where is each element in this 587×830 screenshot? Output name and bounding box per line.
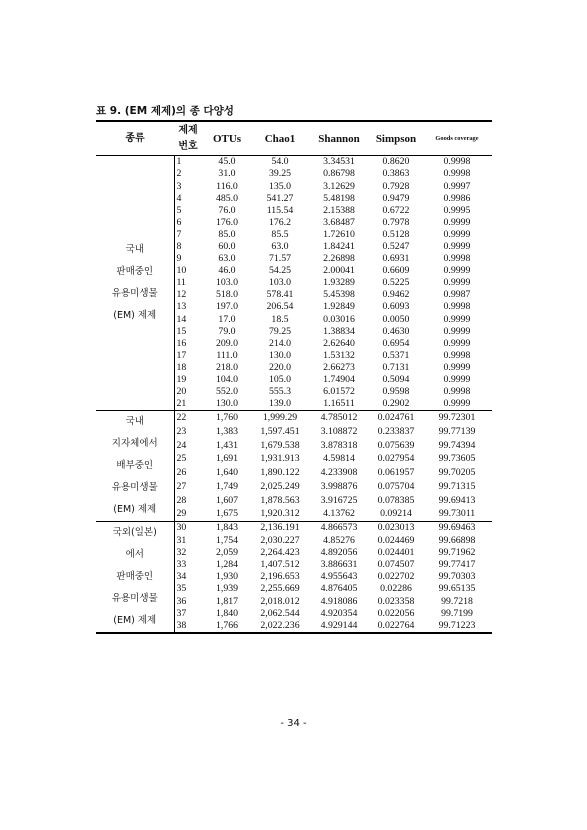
cell-goods-coverage: 99.70303	[438, 571, 476, 583]
cell-chao1: 2,025.249	[260, 480, 300, 492]
cell-otus: 552.0	[215, 386, 239, 398]
cell-simpson: 0.075639	[377, 439, 415, 451]
cell-shannon: 4.892056	[320, 546, 358, 558]
cell-simpson: 0.023358	[377, 595, 415, 607]
cell-shannon: 4.918086	[320, 595, 358, 607]
cell-product-no: 11	[176, 277, 186, 289]
cell-goods-coverage: 0.9998	[422, 156, 492, 169]
cell-product-no: 29	[176, 508, 187, 520]
cell-otus: 1,607	[215, 494, 239, 506]
cell-otus: 17.0	[218, 313, 236, 325]
header-row	[96, 121, 492, 156]
cell-shannon: 1.16511	[323, 398, 355, 410]
cell-product-no: 25	[176, 453, 187, 465]
cell-otus: 176.0	[215, 216, 239, 228]
cell-simpson: 0.6931	[382, 253, 410, 265]
cell-simpson: 0.02286	[380, 583, 412, 595]
cell-goods-coverage: 0.9999	[443, 277, 471, 289]
cell-chao1: 79.25	[268, 325, 292, 337]
cell-shannon: 1.74904	[323, 374, 355, 386]
cell-chao1: 1,597.451	[260, 425, 300, 437]
cell-product-no: 18	[176, 361, 187, 373]
cell-simpson: 0.078385	[377, 494, 415, 506]
cell-goods-coverage: 0.9998	[443, 168, 471, 180]
cell-simpson: 0.7978	[382, 216, 410, 228]
cell-chao1: 2,022.236	[252, 620, 308, 633]
cell-shannon: 3.12629	[323, 180, 355, 192]
cell-shannon: 2.66273	[323, 361, 355, 373]
cell-product-no: 23	[176, 425, 187, 437]
cell-product-no: 7	[176, 228, 182, 240]
cell-shannon: 4.59814	[323, 453, 355, 465]
cell-simpson: 0.022702	[377, 571, 415, 583]
cell-otus: 130.0	[215, 398, 239, 410]
cell-otus: 518.0	[215, 289, 239, 301]
cell-simpson: 0.5225	[382, 277, 410, 289]
cell-goods-coverage: 0.9999	[443, 216, 471, 228]
cell-simpson: 0.2902	[382, 398, 410, 410]
cell-simpson: 0.075704	[377, 480, 415, 492]
cell-product-no: 17	[176, 349, 187, 361]
header-product-no-line: 번호	[178, 140, 198, 152]
cell-product-no: 22	[174, 410, 202, 424]
cell-product-no: 32	[176, 546, 187, 558]
table-row	[96, 156, 492, 169]
cell-shannon: 1.92849	[323, 301, 355, 313]
cell-goods-coverage: 99.70205	[438, 467, 476, 479]
cell-simpson: 0.7928	[382, 180, 410, 192]
cell-product-no: 30	[174, 521, 202, 534]
cell-simpson: 0.0050	[382, 313, 410, 325]
cell-otus: 485.0	[215, 192, 239, 204]
cell-otus: 46.0	[218, 265, 236, 277]
cell-simpson: 0.233837	[377, 425, 415, 437]
cell-otus: 1,383	[215, 425, 239, 437]
cell-product-no: 1	[174, 156, 202, 169]
group-label-line: 국외(일본)	[112, 526, 157, 538]
cell-goods-coverage: 99.69413	[438, 494, 476, 506]
cell-chao1: 206.54	[266, 301, 294, 313]
cell-shannon: 3.878318	[320, 439, 358, 451]
cell-shannon: 4.866573	[308, 521, 370, 534]
cell-chao1: 71.57	[268, 253, 292, 265]
header-goods-coverage: Goods coverage	[422, 121, 492, 156]
cell-goods-coverage: 0.9998	[443, 386, 471, 398]
cell-product-no: 38	[174, 620, 202, 633]
cell-otus: 218.0	[215, 361, 239, 373]
cell-simpson: 0.6954	[382, 337, 410, 349]
group-label-line: 유용미생물	[111, 592, 158, 604]
cell-otus: 2,059	[215, 546, 239, 558]
cell-goods-coverage: 99.71315	[438, 480, 476, 492]
cell-product-no: 13	[176, 301, 187, 313]
cell-otus: 45.0	[202, 156, 252, 169]
header-product-no-line: 제제	[178, 124, 198, 136]
cell-product-no: 14	[176, 313, 187, 325]
cell-otus: 1,431	[215, 439, 239, 451]
cell-goods-coverage: 99.7199	[441, 607, 473, 619]
cell-simpson: 0.022764	[370, 620, 422, 633]
cell-product-no: 2	[176, 168, 182, 180]
cell-shannon: 4.13762	[323, 508, 355, 520]
cell-goods-coverage: 99.66898	[438, 534, 476, 546]
cell-goods-coverage: 0.9999	[443, 374, 471, 386]
cell-goods-coverage: 0.9998	[443, 349, 471, 361]
cell-product-no: 21	[176, 398, 187, 410]
cell-shannon: 2.62640	[323, 337, 355, 349]
cell-shannon: 1.38834	[323, 325, 355, 337]
cell-chao1: 1,931.913	[260, 453, 300, 465]
cell-otus: 103.0	[215, 277, 239, 289]
table-row	[96, 410, 492, 424]
cell-otus: 1,675	[215, 508, 239, 520]
cell-otus: 76.0	[218, 204, 236, 216]
cell-otus: 1,760	[202, 410, 252, 424]
cell-product-no: 26	[176, 467, 187, 479]
cell-chao1: 63.0	[271, 241, 289, 252]
cell-goods-coverage: 99.74394	[438, 439, 476, 451]
cell-otus: 1,843	[202, 521, 252, 534]
cell-goods-coverage: 0.9999	[443, 241, 471, 252]
cell-chao1: 18.5	[271, 313, 289, 325]
cell-goods-coverage: 0.9999	[443, 337, 471, 349]
cell-simpson: 0.023013	[370, 521, 422, 534]
cell-goods-coverage: 0.9999	[443, 313, 471, 325]
cell-simpson: 0.5371	[382, 349, 410, 361]
header-shannon: Shannon	[308, 121, 370, 156]
cell-shannon: 3.108872	[320, 425, 358, 437]
cell-product-no: 6	[176, 216, 182, 228]
group-label	[96, 156, 174, 411]
group-label-line: 배부중인	[116, 459, 154, 471]
cell-otus: 1,840	[215, 607, 239, 619]
cell-chao1: 578.41	[266, 289, 294, 301]
cell-chao1: 115.54	[266, 204, 294, 216]
cell-shannon: 4.920354	[320, 607, 358, 619]
cell-chao1: 85.5	[271, 228, 289, 240]
cell-goods-coverage: 99.77417	[438, 559, 476, 571]
group-label-line: (EM) 제제	[113, 614, 157, 626]
cell-chao1: 130.0	[268, 349, 292, 361]
cell-otus: 31.0	[218, 168, 236, 180]
cell-simpson: 0.9462	[382, 289, 410, 301]
cell-otus: 104.0	[215, 374, 239, 386]
cell-simpson: 0.024401	[377, 546, 415, 558]
cell-shannon: 3.68487	[323, 216, 355, 228]
group-label-line: (EM) 제제	[113, 309, 157, 321]
cell-chao1: 39.25	[268, 168, 292, 180]
cell-product-no: 36	[176, 595, 187, 607]
cell-shannon: 3.916725	[320, 494, 358, 506]
cell-shannon: 0.03016	[323, 313, 355, 325]
cell-otus: 85.0	[218, 228, 236, 240]
cell-product-no: 12	[176, 289, 187, 301]
cell-shannon: 2.00041	[323, 265, 355, 277]
cell-goods-coverage: 99.7218	[441, 595, 473, 607]
cell-product-no: 35	[176, 583, 187, 595]
cell-chao1: 135.0	[268, 180, 292, 192]
cell-otus: 1,817	[215, 595, 239, 607]
cell-simpson: 0.022056	[377, 607, 415, 619]
cell-otus: 1,939	[215, 583, 239, 595]
species-diversity-table	[96, 120, 492, 634]
cell-chao1: 2,196.653	[260, 571, 300, 583]
cell-otus: 1,766	[202, 620, 252, 633]
cell-shannon: 4.876405	[320, 583, 358, 595]
cell-chao1: 555.3	[268, 386, 292, 398]
cell-product-no: 3	[176, 180, 182, 192]
cell-chao1: 105.0	[268, 374, 292, 386]
cell-product-no: 16	[176, 337, 187, 349]
cell-simpson: 0.061957	[377, 467, 415, 479]
group-label	[96, 521, 174, 633]
cell-chao1: 2,264.423	[260, 546, 300, 558]
cell-simpson: 0.5094	[382, 374, 410, 386]
cell-shannon: 1.84241	[323, 241, 355, 252]
cell-chao1: 2,018.012	[260, 595, 300, 607]
header-simpson: Simpson	[370, 121, 422, 156]
cell-goods-coverage: 0.9999	[443, 228, 471, 240]
group-label-line: (EM) 제제	[113, 503, 157, 515]
cell-simpson: 0.024469	[377, 534, 415, 546]
cell-simpson: 0.6093	[382, 301, 410, 313]
cell-product-no: 24	[176, 439, 187, 451]
cell-shannon: 4.929144	[308, 620, 370, 633]
cell-simpson: 0.9598	[382, 386, 410, 398]
cell-otus: 1,640	[215, 467, 239, 479]
cell-chao1: 176.2	[268, 216, 292, 228]
cell-chao1: 1,999.29	[252, 410, 308, 424]
cell-simpson: 0.8620	[370, 156, 422, 169]
cell-product-no: 9	[176, 253, 182, 265]
cell-goods-coverage: 99.73605	[438, 453, 476, 465]
table-row	[96, 521, 492, 534]
cell-chao1: 2,136.191	[252, 521, 308, 534]
cell-goods-coverage: 0.9999	[443, 265, 471, 277]
cell-product-no: 8	[176, 241, 182, 252]
cell-goods-coverage: 99.77139	[438, 425, 476, 437]
cell-otus: 116.0	[216, 180, 238, 192]
cell-simpson: 0.5128	[382, 228, 410, 240]
cell-product-no: 37	[176, 607, 187, 619]
cell-shannon: 2.26898	[323, 253, 355, 265]
cell-product-no: 10	[176, 265, 187, 277]
cell-chao1: 214.0	[268, 337, 292, 349]
cell-product-no: 33	[176, 559, 187, 571]
cell-goods-coverage: 0.9995	[443, 204, 471, 216]
cell-chao1: 1,679.538	[260, 439, 300, 451]
cell-goods-coverage: 0.9986	[443, 192, 471, 204]
cell-chao1: 220.0	[268, 361, 292, 373]
cell-goods-coverage: 0.9999	[443, 325, 471, 337]
cell-product-no: 34	[176, 571, 187, 583]
cell-chao1: 1,878.563	[260, 494, 300, 506]
group-label-line: 에서	[125, 548, 144, 560]
group-label-line: 국내	[125, 415, 144, 427]
header-otus: OTUs	[202, 121, 252, 156]
cell-goods-coverage: 0.9998	[443, 301, 471, 313]
cell-goods-coverage: 0.9999	[443, 398, 471, 410]
cell-goods-coverage: 0.9999	[443, 361, 471, 373]
cell-goods-coverage: 99.69463	[422, 521, 492, 534]
cell-chao1: 139.0	[268, 398, 292, 410]
cell-simpson: 0.4630	[382, 325, 410, 337]
cell-shannon: 1.72610	[323, 228, 355, 240]
group-label-line: 유용미생물	[111, 481, 158, 493]
cell-shannon: 5.45398	[323, 289, 355, 301]
cell-goods-coverage: 0.9997	[443, 180, 471, 192]
cell-chao1: 1,407.512	[260, 559, 300, 571]
group-label-line: 유용미생물	[111, 287, 158, 299]
cell-product-no: 28	[176, 494, 187, 506]
cell-simpson: 0.7131	[382, 361, 410, 373]
cell-product-no: 31	[176, 534, 187, 546]
cell-simpson: 0.027954	[377, 453, 415, 465]
cell-simpson: 0.3863	[382, 168, 410, 180]
cell-shannon: 6.01572	[323, 386, 355, 398]
cell-shannon: 1.53132	[323, 349, 355, 361]
cell-chao1: 2,030.227	[260, 534, 300, 546]
cell-chao1: 54.25	[268, 265, 292, 277]
cell-otus: 79.0	[218, 325, 236, 337]
cell-product-no: 15	[176, 325, 187, 337]
header-product-no	[174, 121, 202, 156]
cell-shannon: 5.48198	[323, 192, 355, 204]
cell-shannon: 3.34531	[308, 156, 370, 169]
header-species: 종류	[96, 121, 174, 156]
cell-chao1: 103.0	[268, 277, 292, 289]
cell-goods-coverage: 99.71223	[422, 620, 492, 633]
cell-chao1: 1,890.122	[260, 467, 300, 479]
cell-otus: 197.0	[215, 301, 239, 313]
cell-otus: 1,749	[215, 480, 239, 492]
cell-otus: 1,930	[215, 571, 239, 583]
cell-simpson: 0.09214	[380, 508, 412, 520]
cell-chao1: 1,920.312	[260, 508, 300, 520]
cell-goods-coverage: 99.71962	[438, 546, 476, 558]
cell-product-no: 4	[176, 192, 182, 204]
cell-simpson: 0.9479	[382, 192, 410, 204]
table-caption: 표 9. (EM 제제)의 종 다양성	[96, 105, 234, 117]
cell-product-no: 27	[176, 480, 187, 492]
cell-shannon: 3.998876	[320, 480, 358, 492]
cell-otus: 1,284	[215, 559, 239, 571]
cell-chao1: 2,255.669	[260, 583, 300, 595]
cell-goods-coverage: 99.72301	[422, 410, 492, 424]
cell-product-no: 19	[176, 374, 187, 386]
cell-goods-coverage: 0.9987	[443, 289, 471, 301]
cell-chao1: 2,062.544	[260, 607, 300, 619]
cell-goods-coverage: 99.73011	[438, 508, 476, 520]
cell-shannon: 4.233908	[320, 467, 358, 479]
group-label-line: 국내	[125, 243, 144, 255]
cell-product-no: 20	[176, 386, 187, 398]
cell-simpson: 0.024761	[370, 410, 422, 424]
cell-otus: 60.0	[218, 241, 236, 252]
cell-goods-coverage: 0.9998	[443, 253, 471, 265]
cell-chao1: 541.27	[266, 192, 294, 204]
cell-shannon: 3.886631	[320, 559, 358, 571]
cell-shannon: 1.93289	[323, 277, 355, 289]
cell-otus: 63.0	[218, 253, 236, 265]
cell-shannon: 4.785012	[308, 410, 370, 424]
cell-simpson: 0.6722	[382, 204, 410, 216]
cell-otus: 1,691	[215, 453, 239, 465]
cell-simpson: 0.074507	[377, 559, 415, 571]
cell-goods-coverage: 99.65135	[438, 583, 476, 595]
cell-shannon: 4.955643	[320, 571, 358, 583]
cell-otus: 1,754	[215, 534, 239, 546]
cell-simpson: 0.5247	[382, 241, 410, 252]
group-label-line: 지자체에서	[111, 437, 158, 449]
page-number: - 34 -	[280, 718, 307, 729]
cell-otus: 111.0	[216, 349, 238, 361]
cell-chao1: 54.0	[252, 156, 308, 169]
group-label-line: 판매중인	[116, 265, 154, 277]
cell-product-no: 5	[176, 204, 182, 216]
cell-shannon: 4.85276	[323, 534, 355, 546]
header-chao1: Chao1	[252, 121, 308, 156]
group-label-line: 판매중인	[116, 570, 154, 582]
cell-otus: 209.0	[215, 337, 239, 349]
cell-shannon: 0.86798	[323, 168, 355, 180]
cell-simpson: 0.6609	[382, 265, 410, 277]
cell-shannon: 2.15388	[323, 204, 355, 216]
group-label	[96, 410, 174, 521]
